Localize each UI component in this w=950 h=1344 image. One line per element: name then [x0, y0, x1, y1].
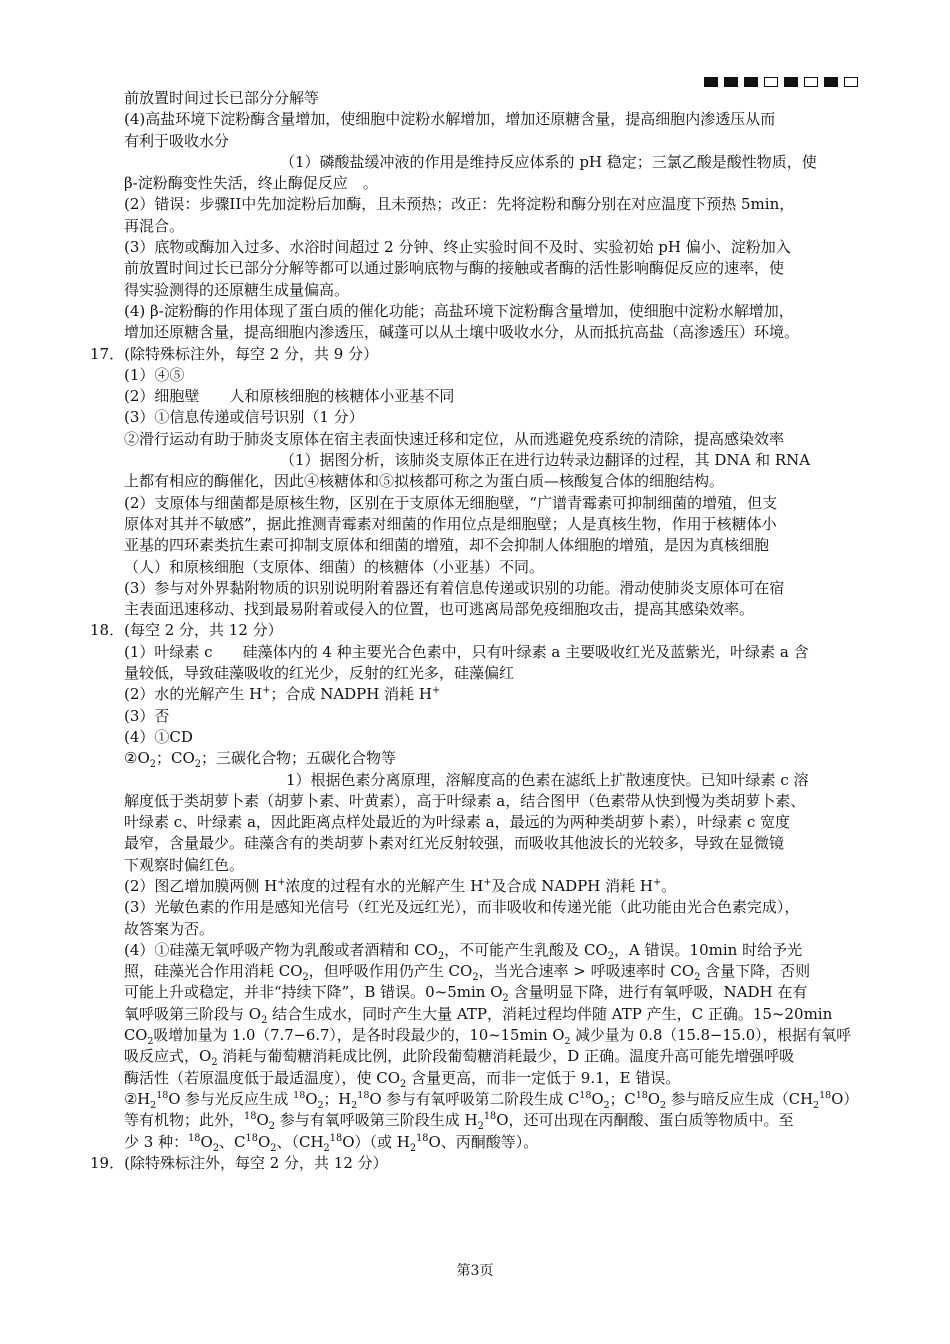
text-line: 氧呼吸第三阶段与 $O_2$ 结合生成水，同时产生大量 ATP，消耗过程均伴随 ATP 产生，C 正确。15~20min — [124, 1004, 833, 1026]
text-line: 上都有相应的酶催化，因此④核糖体和⑤拟核都可称之为蛋白质—核酸复合体的细胞结构。 — [124, 472, 725, 491]
text-line: 增加还原糖含量，提高细胞内渗透压，碱蓬可以从土壤中吸收水分，从而抵抗高盐（高渗透压）环境。 — [124, 323, 800, 342]
text-line: （人）和原核细胞（支原体、细菌）的核糖体（小亚基）不同。 — [124, 557, 545, 576]
text-line: 量较低，导致硅藻吸收的红光少，反射的红光多，硅藻偏红 — [124, 664, 515, 683]
text-line: (3）①信息传递或信号识别（1 分） — [124, 408, 364, 427]
text-line: $CO_2$吸增加量为 1.0（7.7−6.7），是各时段最少的，10~15min $O_2$ 减少量为 0.8（15.8−15.0），根据有氧呼 — [124, 1027, 852, 1047]
text-line: 得实验测得的还原糖生成量偏高。 — [124, 280, 350, 299]
text-line: (2）错误：步骤II中先加淀粉后加酶，且未预热；改正：先将淀粉和酶分别在对应温度下预热 5min， — [124, 195, 795, 214]
text-line: 前放置时间过长已部分分解等都可以通过影响底物与酶的接触或者酶的活性影响酶促反应的速率，使 — [124, 259, 785, 278]
text-line: $②H_2^{18}O$ 参与光反应生成 $^{18}O_2$；$H_2^{18}O$ 参与有氧呼吸第二阶段生成 $C^{18}O_2$；$C^{18}O_2$ 参与暗反应生成$(CH_2^{18}O)$ — [124, 1090, 859, 1111]
text-line: (1）④⑤ — [124, 365, 185, 384]
text-line: 最窄，含量最少。硅藻含有的类胡萝卜素对红光反射较强，而吸收其他波长的光较多，导致在显微镜 — [124, 834, 785, 853]
text-line: 酶活性（若原温度低于最适温度），使 $CO_2$ 含量更高，而非一定低于 9.1，E 错误。 — [124, 1068, 681, 1090]
text-line: 原体对其并不敏感”，据此推测青霉素对细菌的作用位点是细胞壁；人是真核生物，作用于核糖体小 — [124, 514, 777, 533]
text-line: 故答案为否。 — [124, 919, 215, 938]
text-line: 叶绿素 c、叶绿素 a，因此距离点样处最近的为叶绿素 a，最远的为两种类胡萝卜素），叶绿素 c 宽度 — [124, 813, 791, 832]
text-line: (2）细胞壁 人和原核细胞的核糖体小亚基不同 — [124, 387, 455, 406]
text-line: 等有机物；此外，$^{18}O_2$ 参与有氧呼吸第三阶段生成 $H_2^{18}O$，还可出现在丙酮酸、蛋白质等物质中。至 — [124, 1111, 794, 1133]
question-heading: 18．(每空 2 分，共 12 分） — [90, 621, 283, 640]
text-line: 再混合。 — [124, 216, 185, 235]
text-line: 吸反应式，$O_2$ 消耗与葡萄糖消耗成比例，此阶段葡萄糖消耗最少，D 正确。温度升高可能先增强呼吸 — [124, 1047, 795, 1069]
text-line: (4)高盐环境下淀粉酶含量增加，使细胞中淀粉水解增加，增加还原糖含量，提高细胞内渗透压从而 — [124, 110, 776, 129]
header-mark — [764, 77, 778, 87]
text-line: 1）根据色素分离原理，溶解度高的色素在滤纸上扩散速度快。已知叶绿素 c 溶 — [286, 770, 809, 789]
header-marks — [704, 77, 858, 87]
text-line: 照，硅藻光合作用消耗 $CO_2$，但呼吸作用仍产生 $CO_2$，当光合速率 > 呼吸速率时 $CO_2$ 含量下降，否则 — [124, 962, 811, 984]
text-line: （1）磷酸盐缓冲液的作用是维持反应体系的 pH 稳定；三氯乙酸是酸性物质，使 — [280, 152, 817, 171]
text-line: 有利于吸收水分 — [124, 131, 230, 150]
text-line: 下观察时偏红色。 — [124, 855, 245, 874]
question-heading: 19．(除特殊标注外，每空 2 分，共 12 分） — [90, 1153, 388, 1172]
text-line: (3）否 — [124, 706, 170, 725]
text-line: (2）支原体与细菌都是原核生物，区别在于支原体无细胞壁，“广谱青霉素可抑制细菌的增殖，但支 — [124, 493, 778, 512]
text-line: 少 3 种：$^{18}O_2$、$C^{18}O_2$、$(CH_2^{18}O)$（或 $H_2^{18}O$、丙酮酸等）。 — [124, 1132, 539, 1154]
text-line: β-淀粉酶变性失活，终止酶促反应 。 — [124, 174, 378, 193]
text-line: 解度低于类胡萝卜素（胡萝卜素、叶黄素），高于叶绿素 a，结合图甲（色素带从快到慢为类胡萝卜素、 — [124, 791, 806, 810]
text-line: 可能上升或稳定，并非“持续下降”，B 错误。0~5min $O_2$ 含量明显下降，进行有氧呼吸，NADH 在有 — [124, 983, 808, 1005]
header-mark — [724, 77, 738, 87]
text-line: (2）水的光解产生 H+；合成 NADPH 消耗 H+ — [124, 685, 441, 704]
question-heading: 17．(除特殊标注外，每空 2 分，共 9 分） — [90, 344, 379, 363]
text-line: (2）图乙增加膜两侧 H+浓度的过程有水的光解产生 H+及合成 NADPH 消耗 H+。 — [124, 876, 677, 895]
text-line: (1）叶绿素 c 硅藻体内的 4 种主要光合色素中，只有叶绿素 a 主要吸收红光及蓝紫光，叶绿素 a 含 — [124, 642, 809, 661]
text-line: 主表面迅速移动、找到最易附着或侵入的位置，也可逃离局部免疫细胞攻击，提高其感染效率。 — [124, 600, 755, 619]
text-line: 前放置时间过长已部分分解等 — [124, 89, 320, 107]
header-mark — [784, 77, 798, 87]
header-mark — [704, 77, 718, 87]
text-line: (4）①硅藻无氧呼吸产物为乳酸或者酒精和 $CO_2$，不可能产生乳酸及 $CO_2$，A 错误。10min 时给予光 — [124, 940, 803, 962]
text-line: (3）参与对外界黏附物质的识别说明附着器还有着信息传递或识别的功能。滑动使肺炎支原体可在宿 — [124, 578, 785, 597]
header-mark — [824, 77, 838, 87]
text-line: ②滑行运动有助于肺炎支原体在宿主表面快速迁移和定位，从而逃避免疫系统的清除，提高感染效率 — [124, 429, 785, 448]
text-line: 亚基的四环素类抗生素可抑制支原体和细菌的增殖，却不会抑制人体细胞的增殖，是因为真核细胞 — [124, 536, 770, 555]
text-line: $②O_2$；$CO_2$；三碳化合物；五碳化合物等 — [124, 749, 396, 771]
header-mark — [844, 77, 858, 87]
text-line: (3）光敏色素的作用是感知光信号（红光及远红光），而非吸收和传递光能（此功能由光合色素完成）， — [124, 898, 800, 917]
header-mark — [804, 77, 818, 87]
page-number: 第3页 — [456, 1263, 494, 1279]
text-line: (4）①CD — [124, 727, 193, 746]
text-line: (3）底物或酶加入过多、水浴时间超过 2 分钟、终止实验时间不及时、实验初始 pH 偏小、淀粉加入 — [124, 238, 791, 257]
answer-page — [90, 88, 860, 1174]
text-line: (4) β-淀粉酶的作用体现了蛋白质的催化功能；高盐环境下淀粉酶含量增加，使细胞中淀粉水解增加， — [124, 301, 794, 320]
text-line: （1）据图分析，该肺炎支原体正在进行边转录边翻译的过程，其 DNA 和 RNA — [280, 451, 811, 470]
header-mark — [744, 77, 758, 87]
